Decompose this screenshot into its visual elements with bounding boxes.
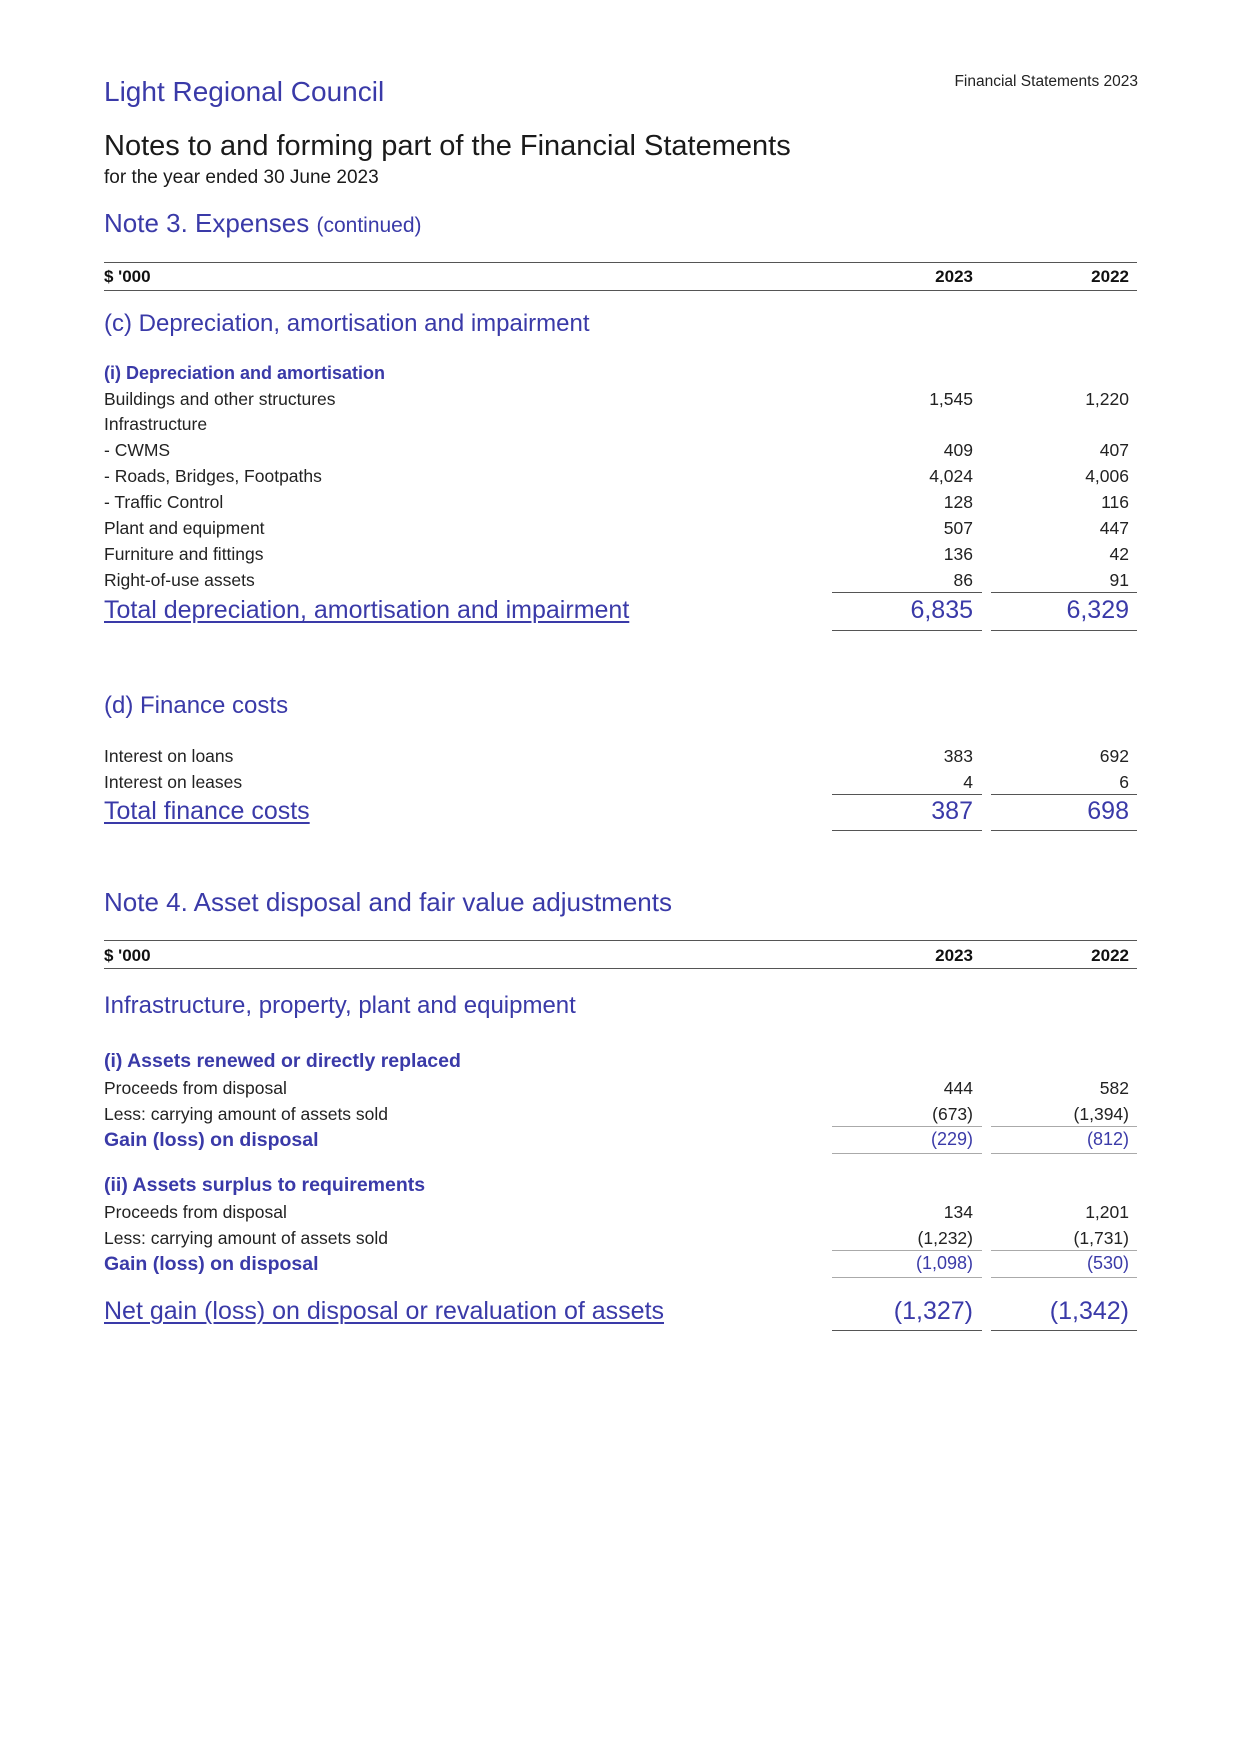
gain-2023: (1,098) bbox=[915, 1253, 973, 1273]
gain-rule-2023 bbox=[832, 1277, 982, 1278]
document-label: Financial Statements 2023 bbox=[954, 73, 1138, 90]
subtotal-rule-2022 bbox=[991, 1250, 1137, 1251]
total-row-finance bbox=[104, 797, 1137, 829]
subtotal-rule-2022 bbox=[991, 1126, 1137, 1127]
net-label: Net gain (loss) on disposal or revaluation of assets bbox=[104, 1297, 665, 1325]
total-2023: 6,835 bbox=[910, 596, 973, 624]
section-finance-costs-heading: (d) Finance costs bbox=[104, 692, 289, 719]
gain-2022: (812) bbox=[1086, 1129, 1129, 1149]
row-label: Interest on leases bbox=[104, 772, 243, 792]
value-2023: 4,024 bbox=[929, 466, 973, 486]
header-rule-top bbox=[104, 262, 1137, 263]
value-2022: 407 bbox=[1099, 440, 1129, 460]
gain-label: Gain (loss) on disposal bbox=[104, 1253, 319, 1275]
table-row bbox=[104, 1104, 1137, 1128]
col-2023-header: 2023 bbox=[935, 946, 973, 965]
subtotal-rule-2022 bbox=[991, 592, 1137, 593]
gain-2022: (530) bbox=[1086, 1253, 1129, 1273]
value-2023: 136 bbox=[943, 544, 973, 564]
table-row bbox=[104, 440, 1137, 464]
value-2022: 91 bbox=[1109, 570, 1129, 590]
value-2022: 692 bbox=[1099, 746, 1129, 766]
table-row bbox=[104, 389, 1137, 413]
subtotal-rule-2022 bbox=[991, 794, 1137, 795]
value-2023: 4 bbox=[963, 772, 973, 792]
value-2023: 507 bbox=[943, 518, 973, 538]
value-2023: 128 bbox=[943, 492, 973, 512]
col-2022-header: 2022 bbox=[1091, 946, 1129, 965]
col-2023-header: 2023 bbox=[935, 267, 973, 286]
total-2023: 387 bbox=[931, 797, 973, 825]
value-2023: (673) bbox=[932, 1104, 973, 1124]
table-row bbox=[104, 544, 1137, 568]
subsection-depreciation-amortisation: (i) Depreciation and amortisation bbox=[104, 363, 386, 383]
unit-label: $ '000 bbox=[104, 946, 151, 965]
row-label: Buildings and other structures bbox=[104, 389, 336, 409]
value-2023: 383 bbox=[943, 746, 973, 766]
gain-rule-2022 bbox=[991, 1277, 1137, 1278]
value-2022: 1,201 bbox=[1085, 1202, 1129, 1222]
value-2023: 86 bbox=[953, 570, 973, 590]
table-row bbox=[104, 1228, 1137, 1252]
total-rule-2022 bbox=[991, 630, 1137, 631]
unit-label: $ '000 bbox=[104, 267, 151, 286]
value-2023: 409 bbox=[943, 440, 973, 460]
table-row bbox=[104, 414, 1137, 438]
total-2022: 698 bbox=[1087, 797, 1129, 825]
table-row bbox=[104, 772, 1137, 796]
table-row bbox=[104, 746, 1137, 770]
net-2022: (1,342) bbox=[1049, 1297, 1129, 1325]
row-label: Proceeds from disposal bbox=[104, 1078, 287, 1098]
section-depreciation-heading: (c) Depreciation, amortisation and impairment bbox=[104, 310, 590, 337]
gain-rule-2023 bbox=[832, 1153, 982, 1154]
value-2023: (1,232) bbox=[917, 1228, 973, 1248]
value-2023: 1,545 bbox=[929, 389, 973, 409]
value-2023: 134 bbox=[943, 1202, 973, 1222]
value-2022: 42 bbox=[1109, 544, 1129, 564]
row-label: Proceeds from disposal bbox=[104, 1202, 287, 1222]
organisation-name: Light Regional Council bbox=[104, 76, 385, 107]
table-row bbox=[104, 570, 1137, 594]
row-label: - Traffic Control bbox=[104, 492, 224, 512]
table-row bbox=[104, 1202, 1137, 1226]
value-2022: 582 bbox=[1099, 1078, 1129, 1098]
total-rule-2023 bbox=[832, 830, 982, 831]
note3-title-suffix: (continued) bbox=[316, 214, 422, 237]
value-2022: 116 bbox=[1101, 492, 1129, 512]
value-2022: 447 bbox=[1099, 518, 1129, 538]
value-2022: 1,220 bbox=[1085, 389, 1129, 409]
table-row bbox=[104, 1078, 1137, 1102]
total-label: Total depreciation, amortisation and impairment bbox=[104, 596, 630, 624]
table-row bbox=[104, 466, 1137, 490]
row-label: Plant and equipment bbox=[104, 518, 265, 538]
value-2022: (1,731) bbox=[1073, 1228, 1129, 1248]
row-label: Interest on loans bbox=[104, 746, 234, 766]
col-2022-header: 2022 bbox=[1091, 267, 1129, 286]
net-rule-2023 bbox=[832, 1330, 982, 1331]
row-label: Less: carrying amount of assets sold bbox=[104, 1104, 389, 1124]
subsection-assets-renewed: (i) Assets renewed or directly replaced bbox=[104, 1050, 461, 1072]
total-label: Total finance costs bbox=[104, 797, 310, 825]
table-row bbox=[104, 492, 1137, 516]
page-title: Notes to and forming part of the Financial Statements bbox=[104, 130, 791, 162]
value-2022: 6 bbox=[1119, 772, 1129, 792]
subtotal-rule-2023 bbox=[832, 1126, 982, 1127]
total-row-depreciation bbox=[104, 596, 1137, 628]
gain-rule-2022 bbox=[991, 1153, 1137, 1154]
row-label: Right-of-use assets bbox=[104, 570, 255, 590]
value-2022: (1,394) bbox=[1073, 1104, 1129, 1124]
note3-title-text: Note 3. Expenses bbox=[104, 208, 310, 238]
subtotal-rule-2023 bbox=[832, 592, 982, 593]
table-row bbox=[104, 518, 1137, 542]
note3-title bbox=[104, 208, 422, 239]
value-2023: 444 bbox=[943, 1078, 973, 1098]
row-label: Less: carrying amount of assets sold bbox=[104, 1228, 389, 1248]
gain-row-renewed bbox=[104, 1129, 1137, 1153]
net-2023: (1,327) bbox=[893, 1297, 973, 1325]
page-subtitle: for the year ended 30 June 2023 bbox=[104, 167, 379, 188]
total-rule-2023 bbox=[832, 630, 982, 631]
subsection-assets-surplus: (ii) Assets surplus to requirements bbox=[104, 1174, 426, 1196]
value-2022: 4,006 bbox=[1085, 466, 1129, 486]
total-2022: 6,329 bbox=[1066, 596, 1129, 624]
row-label: Infrastructure bbox=[104, 414, 208, 434]
net-rule-2022 bbox=[991, 1330, 1137, 1331]
row-label: - CWMS bbox=[104, 440, 171, 460]
header-rule-bottom bbox=[104, 968, 1137, 969]
section-ippe-heading: Infrastructure, property, plant and equipment bbox=[104, 992, 576, 1019]
header-rule-top bbox=[104, 940, 1137, 941]
row-label: Furniture and fittings bbox=[104, 544, 264, 564]
net-gain-row bbox=[104, 1297, 1137, 1329]
gain-2023: (229) bbox=[930, 1129, 973, 1149]
total-rule-2022 bbox=[991, 830, 1137, 831]
gain-label: Gain (loss) on disposal bbox=[104, 1129, 319, 1151]
note4-title: Note 4. Asset disposal and fair value adjustments bbox=[104, 887, 672, 917]
gain-row-surplus bbox=[104, 1253, 1137, 1277]
subtotal-rule-2023 bbox=[832, 1250, 982, 1251]
row-label: - Roads, Bridges, Footpaths bbox=[104, 466, 322, 486]
header-rule-bottom bbox=[104, 290, 1137, 291]
subtotal-rule-2023 bbox=[832, 794, 982, 795]
